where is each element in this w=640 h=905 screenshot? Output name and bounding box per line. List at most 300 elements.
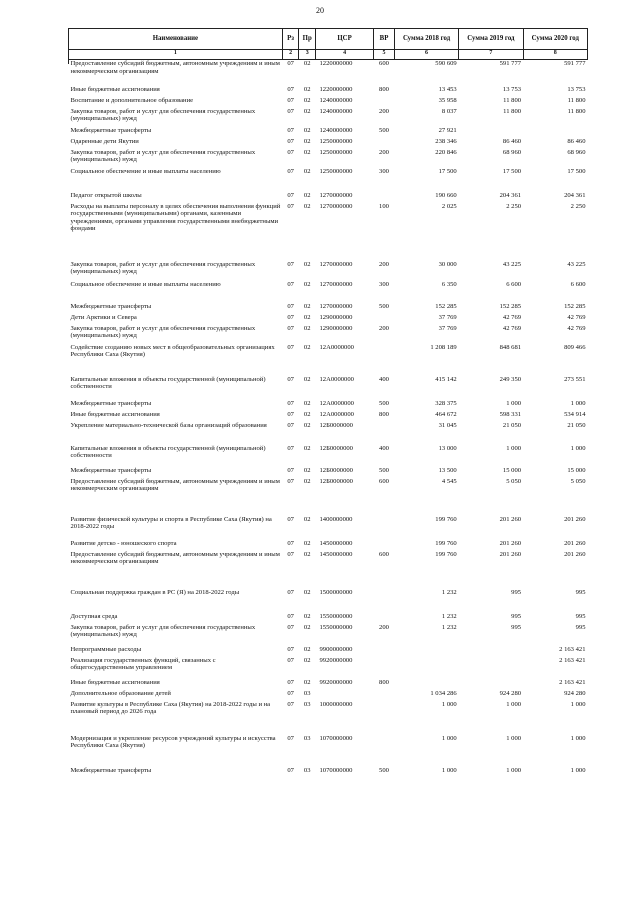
cell-rz: 07 bbox=[287, 167, 294, 175]
cell-s20: 2 163 421 bbox=[559, 656, 586, 664]
cell-s20: 15 000 bbox=[567, 466, 586, 474]
cell-s20: 6 600 bbox=[570, 280, 586, 288]
cell-name: Иные бюджетные ассигнования bbox=[70, 410, 160, 418]
table-row bbox=[69, 344, 588, 376]
cell-csr: 1240000000 bbox=[319, 126, 353, 134]
table-row bbox=[69, 411, 588, 422]
cell-rz: 07 bbox=[287, 399, 294, 407]
cell-s18: 31 045 bbox=[438, 421, 457, 429]
cell-s20: 17 500 bbox=[567, 167, 586, 175]
cell-rz: 07 bbox=[287, 260, 294, 268]
cell-rz: 07 bbox=[287, 444, 294, 452]
cell-s18: 199 760 bbox=[435, 539, 457, 547]
cell-s20: 5 050 bbox=[570, 477, 586, 485]
cell-s18: 27 921 bbox=[438, 126, 457, 134]
cell-csr: 1270000000 bbox=[319, 260, 353, 268]
cell-s18: 190 660 bbox=[435, 191, 457, 199]
cell-s18: 17 500 bbox=[438, 167, 457, 175]
cell-s18: 590 609 bbox=[435, 60, 457, 67]
cell-rz: 07 bbox=[287, 645, 294, 653]
cell-rz: 07 bbox=[287, 126, 294, 134]
cell-s20: 924 280 bbox=[564, 689, 586, 697]
cell-vr: 300 bbox=[379, 280, 389, 288]
cell-s20: 995 bbox=[575, 588, 586, 596]
cell-vr bbox=[374, 646, 395, 657]
cell-s19: 21 050 bbox=[502, 421, 522, 429]
cell-s18 bbox=[394, 679, 458, 690]
col-number: 1 bbox=[69, 50, 283, 60]
cell-rz: 07 bbox=[287, 137, 294, 145]
cell-pr: 02 bbox=[303, 280, 311, 288]
cell-s19: 1 000 bbox=[506, 444, 522, 452]
cell-pr: 02 bbox=[303, 399, 311, 407]
cell-csr bbox=[316, 690, 374, 701]
cell-csr: 9900000000 bbox=[319, 645, 353, 653]
cell-s19: 591 777 bbox=[499, 60, 522, 67]
cell-s19: 15 000 bbox=[502, 466, 522, 474]
cell-s19: 1 000 bbox=[506, 700, 522, 708]
cell-s18: 6 350 bbox=[441, 280, 457, 288]
cell-s18: 35 958 bbox=[438, 96, 457, 104]
cell-s20: 2 163 421 bbox=[559, 678, 586, 686]
table-row bbox=[69, 657, 588, 679]
cell-s20: 1 000 bbox=[570, 444, 586, 452]
cell-pr: 02 bbox=[303, 588, 311, 596]
cell-s19: 995 bbox=[511, 612, 522, 620]
table-row bbox=[69, 168, 588, 192]
table-row bbox=[69, 422, 588, 445]
cell-s19: 11 800 bbox=[503, 107, 522, 115]
cell-name: Социальное обеспечение и иные выплаты населению bbox=[70, 280, 221, 288]
table-row bbox=[69, 108, 588, 127]
cell-name: Закупка товаров, работ и услуг для обеспечения государственных (муниципальных) нужд bbox=[70, 148, 256, 163]
cell-rz: 07 bbox=[287, 410, 294, 418]
cell-pr: 03 bbox=[303, 700, 311, 708]
table-row bbox=[69, 400, 588, 411]
table-row bbox=[69, 86, 588, 97]
cell-s18: 37 769 bbox=[438, 313, 457, 321]
cell-pr: 02 bbox=[303, 623, 311, 631]
cell-name: Иные бюджетные ассигнования bbox=[70, 85, 160, 93]
cell-s19: 1 000 bbox=[506, 399, 522, 407]
cell-name: Непрограммные расходы bbox=[70, 645, 142, 653]
cell-rz: 07 bbox=[287, 766, 294, 774]
cell-rz: 07 bbox=[287, 612, 294, 620]
cell-rz: 07 bbox=[287, 202, 294, 210]
cell-s19: 11 800 bbox=[503, 96, 522, 104]
cell-pr: 02 bbox=[303, 539, 311, 547]
cell-s19 bbox=[459, 679, 523, 690]
cell-rz: 07 bbox=[287, 85, 294, 93]
cell-s20: 42 769 bbox=[567, 313, 586, 321]
cell-s18: 152 285 bbox=[435, 302, 457, 310]
cell-name: Предоставление субсидий бюджетным, автономным учреждениям и иным некоммерческим организациям bbox=[70, 60, 280, 75]
cell-vr: 800 bbox=[379, 678, 389, 686]
cell-s18: 1 232 bbox=[441, 612, 457, 620]
table-row bbox=[69, 149, 588, 168]
cell-rz: 07 bbox=[287, 60, 294, 67]
table-body bbox=[69, 60, 588, 781]
header-name: Наименование bbox=[69, 29, 283, 50]
cell-vr: 100 bbox=[379, 202, 389, 210]
cell-vr: 500 bbox=[379, 766, 389, 774]
cell-pr: 02 bbox=[303, 260, 311, 268]
cell-vr bbox=[374, 344, 395, 376]
table-row bbox=[69, 551, 588, 589]
cell-name: Закупка товаров, работ и услуг для обеспечения государственных (муниципальных) нужд bbox=[70, 324, 256, 339]
cell-name: Доступная среда bbox=[70, 612, 118, 620]
cell-rz: 07 bbox=[287, 313, 294, 321]
cell-pr: 02 bbox=[303, 550, 311, 558]
cell-csr: 1240000000 bbox=[319, 96, 353, 104]
cell-vr bbox=[374, 657, 395, 679]
cell-pr: 02 bbox=[303, 107, 311, 115]
cell-csr: 12Б0000000 bbox=[319, 421, 353, 429]
cell-pr: 02 bbox=[303, 343, 311, 351]
cell-rz: 07 bbox=[287, 656, 294, 664]
cell-csr: 1450000000 bbox=[319, 550, 353, 558]
cell-vr: 400 bbox=[379, 444, 389, 452]
cell-s20 bbox=[523, 127, 587, 138]
table-row bbox=[69, 540, 588, 551]
cell-rz: 07 bbox=[287, 477, 294, 485]
cell-s19: 6 600 bbox=[506, 280, 522, 288]
cell-csr: 1270000000 bbox=[319, 280, 353, 288]
cell-rz: 07 bbox=[287, 148, 294, 156]
cell-s18 bbox=[394, 646, 458, 657]
cell-s20: 201 260 bbox=[564, 515, 586, 523]
cell-s20: 11 800 bbox=[567, 96, 586, 104]
table-row bbox=[69, 589, 588, 613]
cell-s19: 249 350 bbox=[499, 375, 522, 383]
cell-csr: 1550000000 bbox=[319, 623, 353, 631]
cell-vr bbox=[374, 589, 395, 613]
cell-s18: 1 000 bbox=[441, 700, 457, 708]
cell-s18: 199 760 bbox=[435, 550, 457, 558]
cell-s20: 2 163 421 bbox=[559, 645, 586, 653]
cell-s19: 201 260 bbox=[499, 515, 522, 523]
cell-s19: 1 000 bbox=[506, 734, 522, 742]
cell-csr: 1220000000 bbox=[319, 60, 353, 67]
cell-name: Модернизация и укрепление ресурсов учреждений культуры и искусства Республики Саха (Якутия) bbox=[70, 734, 276, 749]
cell-pr: 02 bbox=[303, 466, 311, 474]
cell-pr: 02 bbox=[303, 302, 311, 310]
table-row bbox=[69, 701, 588, 735]
cell-s19: 201 260 bbox=[499, 550, 522, 558]
cell-s18 bbox=[394, 657, 458, 679]
cell-s19: 68 960 bbox=[502, 148, 522, 156]
cell-rz: 07 bbox=[287, 280, 294, 288]
table-row bbox=[69, 314, 588, 325]
cell-csr: 12А0000000 bbox=[319, 410, 354, 418]
cell-s19 bbox=[459, 646, 523, 657]
cell-s18: 199 760 bbox=[435, 515, 457, 523]
cell-s20: 204 361 bbox=[564, 191, 586, 199]
table-row bbox=[69, 624, 588, 646]
cell-pr: 02 bbox=[303, 60, 311, 67]
cell-csr: 1400000000 bbox=[319, 515, 353, 523]
table-row bbox=[69, 303, 588, 314]
col-number: 7 bbox=[459, 50, 523, 60]
cell-s20: 809 466 bbox=[564, 343, 586, 351]
cell-csr: 1000000000 bbox=[319, 700, 353, 708]
cell-s18: 1 232 bbox=[441, 588, 457, 596]
cell-s19: 848 681 bbox=[499, 343, 522, 351]
table-row bbox=[69, 192, 588, 203]
cell-vr: 800 bbox=[379, 410, 389, 418]
col-number: 3 bbox=[299, 50, 316, 60]
cell-rz: 07 bbox=[287, 623, 294, 631]
cell-s19 bbox=[459, 127, 523, 138]
cell-pr: 03 bbox=[303, 734, 311, 742]
cell-s20: 995 bbox=[575, 623, 586, 631]
cell-vr: 200 bbox=[379, 623, 389, 631]
cell-pr: 02 bbox=[303, 645, 311, 653]
cell-vr: 600 bbox=[379, 550, 389, 558]
cell-name: Воспитание и дополнительное образование bbox=[70, 96, 194, 104]
header-sum-2020: Сумма 2020 год bbox=[523, 29, 587, 50]
cell-rz: 07 bbox=[287, 700, 294, 708]
cell-s19: 43 225 bbox=[502, 260, 522, 268]
cell-csr: 1250000000 bbox=[319, 137, 353, 145]
table-row bbox=[69, 516, 588, 540]
cell-csr: 1290000000 bbox=[319, 324, 353, 332]
cell-pr: 02 bbox=[303, 421, 311, 429]
cell-s20: 1 000 bbox=[570, 766, 586, 774]
cell-name: Развитие детско - юношеского спорта bbox=[70, 539, 177, 547]
table-row bbox=[69, 613, 588, 624]
cell-s20: 86 460 bbox=[567, 137, 586, 145]
cell-s18: 464 672 bbox=[435, 410, 457, 418]
cell-vr: 500 bbox=[379, 466, 389, 474]
cell-s20: 534 914 bbox=[564, 410, 586, 418]
col-number: 2 bbox=[282, 50, 299, 60]
table-row bbox=[69, 138, 588, 149]
table-row bbox=[69, 679, 588, 690]
cell-name: Педагог открытой школы bbox=[70, 191, 142, 199]
cell-name: Одаренные дети Якутии bbox=[70, 137, 139, 145]
cell-pr: 02 bbox=[303, 477, 311, 485]
cell-s18: 220 846 bbox=[435, 148, 457, 156]
cell-s20: 1 000 bbox=[570, 700, 586, 708]
cell-pr: 02 bbox=[303, 410, 311, 418]
header-csr: ЦСР bbox=[316, 29, 374, 50]
cell-rz: 07 bbox=[287, 96, 294, 104]
cell-pr: 03 bbox=[303, 689, 311, 697]
table-row bbox=[69, 376, 588, 400]
cell-vr bbox=[374, 314, 395, 325]
cell-csr: 1450000000 bbox=[319, 539, 353, 547]
header-sum-2019: Сумма 2019 год bbox=[459, 29, 523, 50]
table-row bbox=[69, 261, 588, 281]
cell-pr: 02 bbox=[303, 656, 311, 664]
cell-name: Капитальные вложения в объекты государственной (муниципальной) собственности bbox=[70, 375, 266, 390]
cell-s20: 11 800 bbox=[567, 107, 586, 115]
cell-name: Межбюджетные трансферты bbox=[70, 466, 152, 474]
cell-s19: 995 bbox=[511, 623, 522, 631]
table-row bbox=[69, 127, 588, 138]
cell-s18: 1 034 286 bbox=[430, 689, 457, 697]
cell-pr: 02 bbox=[303, 612, 311, 620]
cell-csr: 1250000000 bbox=[319, 167, 353, 175]
cell-rz: 07 bbox=[287, 689, 294, 697]
header-pr: Пр bbox=[299, 29, 316, 50]
cell-vr: 200 bbox=[379, 324, 389, 332]
cell-name: Иные бюджетные ассигнования bbox=[70, 678, 160, 686]
table-row bbox=[69, 325, 588, 344]
table-row bbox=[69, 646, 588, 657]
table-left-border bbox=[68, 58, 69, 64]
cell-name: Капитальные вложения в объекты государственной (муниципальной) собственности bbox=[70, 444, 266, 459]
col-number: 5 bbox=[374, 50, 395, 60]
cell-name: Расходы на выплаты персоналу в целях обеспечения выполнения функций государственными (муниципальными) органами, казенными учреждениями, органами управления государственными внебюджетными фондами bbox=[70, 202, 281, 232]
cell-csr: 1220000000 bbox=[319, 85, 353, 93]
cell-vr bbox=[374, 540, 395, 551]
cell-rz: 07 bbox=[287, 539, 294, 547]
cell-s19: 204 361 bbox=[499, 191, 522, 199]
cell-s18: 4 545 bbox=[441, 477, 457, 485]
cell-csr: 1070000000 bbox=[319, 766, 353, 774]
cell-name: Социальное обеспечение и иные выплаты населению bbox=[70, 167, 221, 175]
cell-pr: 02 bbox=[303, 313, 311, 321]
cell-vr: 500 bbox=[379, 399, 389, 407]
cell-s20: 68 960 bbox=[567, 148, 586, 156]
cell-pr: 02 bbox=[303, 96, 311, 104]
budget-table bbox=[68, 28, 588, 781]
cell-s20: 273 551 bbox=[564, 375, 586, 383]
cell-s18: 30 000 bbox=[438, 260, 457, 268]
cell-s18: 37 769 bbox=[438, 324, 457, 332]
cell-rz: 07 bbox=[287, 107, 294, 115]
cell-vr: 200 bbox=[379, 107, 389, 115]
cell-pr: 02 bbox=[303, 515, 311, 523]
cell-s18: 238 346 bbox=[435, 137, 457, 145]
cell-vr: 400 bbox=[379, 375, 389, 383]
cell-s20: 21 050 bbox=[567, 421, 586, 429]
cell-s19: 1 000 bbox=[506, 766, 522, 774]
cell-s19: 42 769 bbox=[502, 324, 522, 332]
cell-s20: 1 000 bbox=[570, 734, 586, 742]
table-row bbox=[69, 478, 588, 516]
col-number: 8 bbox=[523, 50, 587, 60]
cell-csr: 12Б0000000 bbox=[319, 444, 353, 452]
cell-vr bbox=[374, 735, 395, 767]
cell-pr: 02 bbox=[303, 444, 311, 452]
cell-csr: 1250000000 bbox=[319, 148, 353, 156]
cell-s19: 5 050 bbox=[506, 477, 522, 485]
cell-s18: 13 500 bbox=[438, 466, 457, 474]
cell-s19: 86 460 bbox=[502, 137, 522, 145]
cell-s20: 591 777 bbox=[564, 60, 586, 67]
cell-vr bbox=[374, 613, 395, 624]
cell-vr: 500 bbox=[379, 126, 389, 134]
table-row bbox=[69, 690, 588, 701]
cell-s20: 201 260 bbox=[564, 539, 586, 547]
cell-name: Укрепление материально-технической базы организаций образования bbox=[70, 421, 267, 429]
cell-s18: 8 037 bbox=[441, 107, 457, 115]
cell-csr: 12Б0000000 bbox=[319, 477, 353, 485]
cell-rz: 07 bbox=[287, 324, 294, 332]
table-row bbox=[69, 203, 588, 261]
cell-pr: 02 bbox=[303, 202, 311, 210]
cell-rz: 07 bbox=[287, 550, 294, 558]
cell-s20: 43 225 bbox=[567, 260, 586, 268]
cell-csr: 12Б0000000 bbox=[319, 466, 353, 474]
cell-name: Дети Арктики и Севера bbox=[70, 313, 137, 321]
table-row bbox=[69, 735, 588, 767]
cell-pr: 02 bbox=[303, 126, 311, 134]
header-rz: Рз bbox=[282, 29, 299, 50]
header-sum-2018: Сумма 2018 год bbox=[394, 29, 458, 50]
cell-vr bbox=[374, 192, 395, 203]
cell-name: Дополнительное образование детей bbox=[70, 689, 171, 697]
cell-s18: 13 453 bbox=[438, 85, 457, 93]
cell-csr: 1270000000 bbox=[319, 191, 353, 199]
cell-csr: 12А0000000 bbox=[319, 375, 354, 383]
cell-name: Межбюджетные трансферты bbox=[70, 126, 152, 134]
cell-name: Предоставление субсидий бюджетным, автономным учреждениям и иным некоммерческим организациям bbox=[70, 477, 280, 492]
cell-csr: 9920000000 bbox=[319, 656, 353, 664]
cell-rz: 07 bbox=[287, 588, 294, 596]
cell-s20: 1 000 bbox=[570, 399, 586, 407]
cell-s18: 1 000 bbox=[441, 734, 457, 742]
cell-vr: 600 bbox=[379, 477, 389, 485]
header-vr: ВР bbox=[374, 29, 395, 50]
table-row bbox=[69, 467, 588, 478]
cell-name: Закупка товаров, работ и услуг для обеспечения государственных (муниципальных) нужд bbox=[70, 107, 256, 122]
cell-s20: 42 769 bbox=[567, 324, 586, 332]
cell-name: Развитие культуры в Республике Саха (Якутия) на 2018-2022 годы и на плановый период до 2026 года bbox=[70, 700, 271, 715]
cell-vr: 300 bbox=[379, 167, 389, 175]
table-row bbox=[69, 281, 588, 303]
cell-pr: 02 bbox=[303, 167, 311, 175]
cell-pr: 03 bbox=[303, 766, 311, 774]
cell-rz: 07 bbox=[287, 375, 294, 383]
cell-s18: 1 000 bbox=[441, 766, 457, 774]
cell-s20: 995 bbox=[575, 612, 586, 620]
cell-rz: 07 bbox=[287, 421, 294, 429]
cell-name: Развитие физической культуры и спорта в Республике Саха (Якутия) на 2018-2022 годы bbox=[70, 515, 272, 530]
header-row bbox=[69, 29, 588, 50]
cell-s18: 13 000 bbox=[438, 444, 457, 452]
cell-csr: 1500000000 bbox=[319, 588, 353, 596]
cell-rz: 07 bbox=[287, 343, 294, 351]
cell-name: Реализация государственных функций, связанных с общегосударственным управлением bbox=[70, 656, 216, 671]
cell-vr bbox=[374, 138, 395, 149]
cell-vr bbox=[374, 516, 395, 540]
cell-s19: 2 250 bbox=[506, 202, 522, 210]
cell-name: Закупка товаров, работ и услуг для обеспечения государственных (муниципальных) нужд bbox=[70, 623, 256, 638]
cell-s20: 201 260 bbox=[564, 550, 586, 558]
cell-csr: 1070000000 bbox=[319, 734, 353, 742]
cell-s19: 17 500 bbox=[502, 167, 522, 175]
cell-rz: 07 bbox=[287, 466, 294, 474]
cell-csr: 12А0000000 bbox=[319, 343, 354, 351]
cell-pr: 02 bbox=[303, 148, 311, 156]
table-row bbox=[69, 445, 588, 467]
cell-s18: 2 025 bbox=[441, 202, 457, 210]
col-number: 6 bbox=[394, 50, 458, 60]
column-number-row bbox=[69, 50, 588, 60]
cell-name: Закупка товаров, работ и услуг для обеспечения государственных (муниципальных) нужд bbox=[70, 260, 256, 275]
cell-s18: 328 375 bbox=[435, 399, 457, 407]
cell-csr: 1550000000 bbox=[319, 612, 353, 620]
cell-rz: 07 bbox=[287, 515, 294, 523]
cell-pr: 02 bbox=[303, 85, 311, 93]
col-number: 4 bbox=[316, 50, 374, 60]
cell-s18: 1 208 189 bbox=[430, 343, 457, 351]
cell-name: Социальная поддержка граждан в РС (Я) на 2018-2022 годы bbox=[70, 588, 240, 596]
